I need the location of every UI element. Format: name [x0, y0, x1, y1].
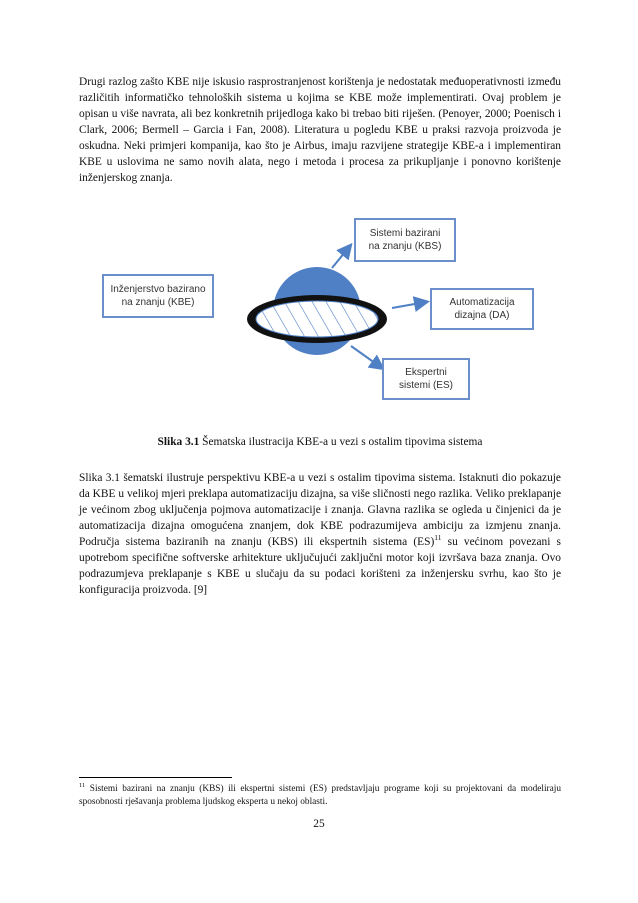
box-es-line1: Ekspertni [405, 367, 447, 378]
box-es-line2: sistemi (ES) [399, 380, 453, 391]
footnote-number: 11 [79, 781, 86, 789]
paragraph-intro: Drugi razlog zašto KBE nije iskusio rasprostranjenost korištenja je nedostatak međuoperativnosti između različitih informatičko tehnoloških sistema u kojima se KBE može implementirati. Ovaj problem je opisan u više navrata, ali bez konkretnih prijedloga kako bi trebao biti riješen. (Penoyer, 2000; Poenisch i Clark, 2006; Bermell – Garcia i Fan, 2008). Literatura u pogledu KBE u praksi razvoja proizvoda je oskudna. Neki primjeri kompanija, kao što je Airbus, imaju razvijene strategije KBE-a i implementiran KBE u uslovima ne samo novih alata, nego i metoda i procesa za prikupljanje i ponovno korištenje inženjerskog znanja. [79, 76, 561, 184]
box-kbe-line2: na znanju (KBE) [121, 297, 195, 308]
figure-caption [79, 434, 561, 450]
box-da-line2: dizajna (DA) [454, 310, 510, 321]
figure-kbe-diagram [96, 216, 540, 406]
caption-text: Šematska ilustracija KBE-a u vezi s ostalim tipovima sistema [199, 436, 483, 448]
paragraph-explanation [79, 470, 561, 598]
kbe-hatched-area [256, 301, 378, 337]
arrow-to-es [351, 346, 382, 368]
footnote-divider [79, 777, 232, 778]
caption-label: Slika 3.1 [157, 436, 200, 448]
paragraph2-part1: Slika 3.1 šematski ilustruje perspektivu KBE-a u vezi s ostalim tipovima sistema. Istaknuti dio pokazuje da KBE u velikoj mjeri preklapa automatizaciju dizajna, sa više sličnosti nego razlika. Veliko preklapanje je većinom zbog uključenja pojmova automatizacije i znanja. Glavna razlika se ogleda u činjenici da je automatizacija dizajna omogućena znanjem, dok KBE podrazumijeva ambiciju za izmjenu znanja. Područja sistema baziranih na znanju (KBS) ili ekspertnih sistema (ES) [79, 472, 561, 548]
arrow-to-kbs [332, 246, 350, 268]
box-kbe [102, 274, 214, 318]
paragraph2-part2: su većinom povezani s upotrebom specifične softverske arhitekture uključujući zaključni motor koji izvršava baza znanja. Ovo podrazumjeva preklapanje s KBE u slučaju da su podaci korišteni za inženjersku svrhu, kao što je konfiguracija proizvoda. [9] [79, 536, 561, 596]
box-kbe-line1: Inženjerstvo bazirano [110, 284, 206, 295]
box-da [430, 288, 534, 330]
box-kbs [354, 218, 456, 262]
page-number: 25 [313, 818, 325, 830]
footnote-ref[interactable]: 11 [434, 533, 442, 543]
box-es [382, 358, 470, 400]
footnote-text: Sistemi bazirani na znanju (KBS) ili ekspertni sistemi (ES) predstavljaju programe koji su projektovani da modeliraju sposobnosti rješavanja problema ljudskog eksperta u nekoj oblasti. [79, 784, 561, 807]
box-kbs-line1: Sistemi bazirani [369, 228, 441, 239]
box-kbs-line2: na znanju (KBS) [368, 241, 442, 252]
box-da-line1: Automatizacija [449, 297, 515, 308]
arrow-to-da [392, 302, 426, 308]
footnote [79, 783, 561, 809]
